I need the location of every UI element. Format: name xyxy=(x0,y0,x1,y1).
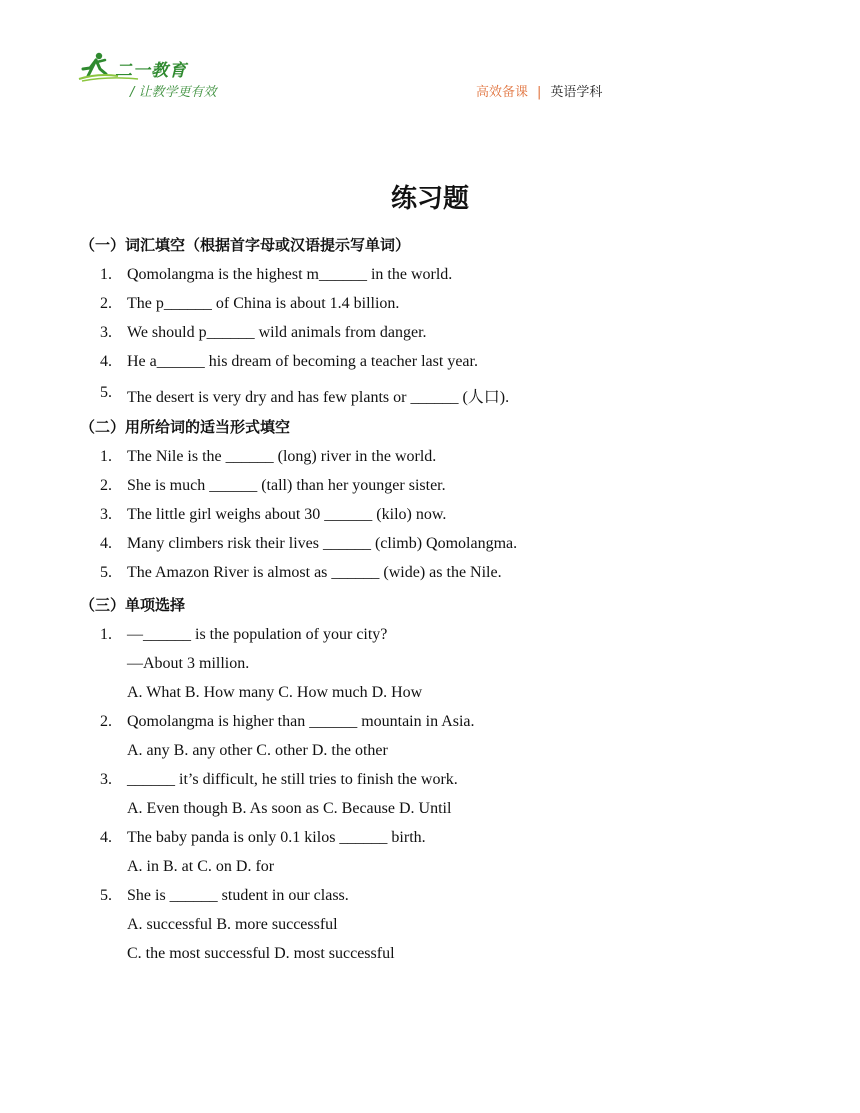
question-text: The p______ of China is about 1.4 billion. xyxy=(127,295,400,312)
question-text: We should p______ wild animals from danger. xyxy=(127,324,427,341)
answer-options: A. any B. any other C. other D. the other xyxy=(127,742,388,759)
item-number: 2. xyxy=(100,713,112,730)
page-title: 练习题 xyxy=(390,184,469,214)
answer-options: C. the most successful D. most successful xyxy=(127,945,395,962)
question-text: The desert is very dry and has few plants or ______ (人口). xyxy=(127,389,510,406)
question-text: The baby panda is only 0.1 kilos ______ birth. xyxy=(127,829,426,846)
answer-options: A. Even though B. As soon as C. Because D. Until xyxy=(127,800,452,817)
answer-options: A. What B. How many C. How much D. How xyxy=(127,684,423,701)
item-number: 2. xyxy=(100,477,112,494)
item-number: 4. xyxy=(100,353,112,370)
section-heading: （二）用所给词的适当形式填空 xyxy=(80,418,291,436)
section-heading: （一）词汇填空（根据首字母或汉语提示写单词） xyxy=(80,236,411,254)
question-text: Qomolangma is the highest m______ in the world. xyxy=(127,266,453,283)
section-heading: （三）单项选择 xyxy=(80,596,186,614)
brand-slogan: / 让教学更有效 xyxy=(130,85,217,100)
question-text: —______ is the population of your city? xyxy=(127,626,388,643)
question-text: She is much ______ (tall) than her younger sister. xyxy=(127,477,446,494)
header-separator: | xyxy=(537,85,542,100)
question-text: ______ it’s difficult, he still tries to finish the work. xyxy=(127,771,458,788)
answer-line: —About 3 million. xyxy=(127,655,250,672)
item-number: 3. xyxy=(100,324,112,341)
answer-options: A. successful B. more successful xyxy=(127,916,338,933)
question-text: The little girl weighs about 30 ______ (kilo) now. xyxy=(127,506,447,523)
item-number: 3. xyxy=(100,771,112,788)
question-text: The Nile is the ______ (long) river in the world. xyxy=(127,448,437,465)
question-text: Qomolangma is higher than ______ mountain in Asia. xyxy=(127,713,475,730)
item-number: 3. xyxy=(100,506,112,523)
question-text: Many climbers risk their lives ______ (climb) Qomolangma. xyxy=(127,535,518,552)
item-number: 1. xyxy=(100,626,112,643)
item-number: 2. xyxy=(100,295,112,312)
header-tag: 高效备课 xyxy=(476,85,529,100)
item-number: 5. xyxy=(100,564,112,581)
item-number: 5. xyxy=(100,384,112,401)
brand-name: 二一教育 xyxy=(115,61,187,81)
question-text: The Amazon River is almost as ______ (wide) as the Nile. xyxy=(127,564,502,581)
header-subject: 英语学科 xyxy=(550,85,603,100)
item-number: 4. xyxy=(100,829,112,846)
question-text: He a______ his dream of becoming a teacher last year. xyxy=(127,353,478,370)
item-number: 5. xyxy=(100,887,112,904)
item-number: 1. xyxy=(100,266,112,283)
item-number: 1. xyxy=(100,448,112,465)
header-subject-info xyxy=(476,81,602,100)
question-text: She is ______ student in our class. xyxy=(127,887,349,904)
item-number: 4. xyxy=(100,535,112,552)
answer-options: A. in B. at C. on D. for xyxy=(127,858,275,875)
